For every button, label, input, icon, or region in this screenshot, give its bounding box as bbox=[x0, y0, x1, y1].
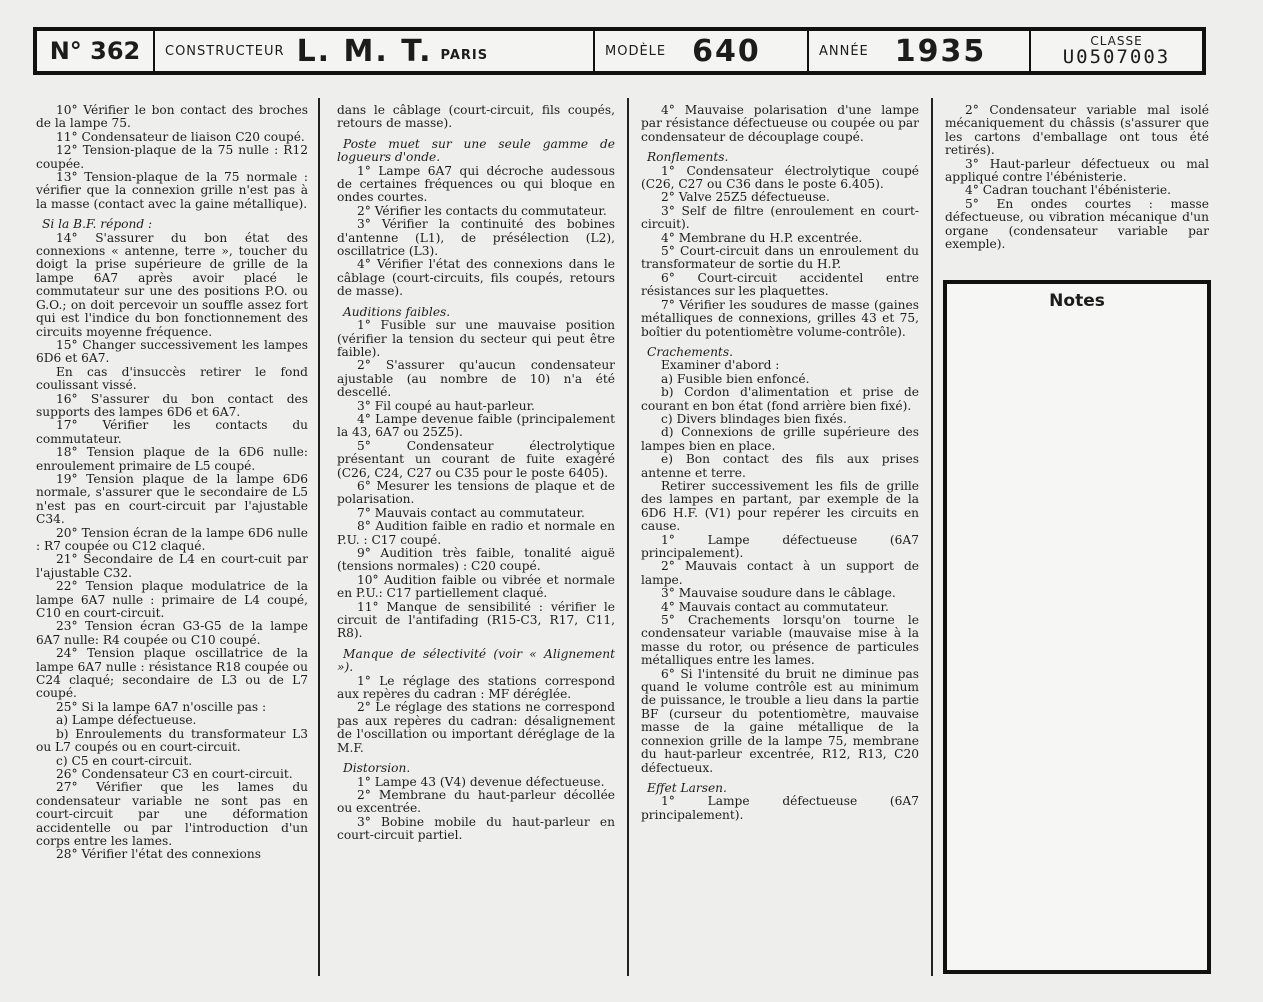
paragraph: 8° Audition faible en radio et normale en P.U. : C17 coupé. bbox=[337, 519, 615, 547]
paragraph: 1° Condensateur électrolytique coupé (C26, C27 ou C36 dans le poste 6.405). bbox=[641, 163, 919, 192]
paragraph: 1° Lampe défectueuse (6A7 principalement). bbox=[641, 532, 919, 560]
paragraph: 24° Tension plaque oscillatrice de la lampe 6A7 nulle : résistance R18 coupée ou C24 claqué; secondaire de L3 ou de L7 coupé. bbox=[36, 646, 308, 701]
section-heading: Poste muet sur une seule gamme de logueurs d'onde. bbox=[337, 136, 615, 165]
paragraph: 2° Mauvais contact à un support de lampe. bbox=[641, 559, 919, 587]
paragraph: 14° S'assurer du bon état des connexions « antenne, terre », toucher du doigt la prise supérieure de grille de la lampe 6A7 après avoir placé le commutateur sur une des positions P.O. ou G.O.; on doit percevoir un souffle assez fort qui est l'indice du bon fonctionnement des circuits moyenne fréquence. bbox=[36, 230, 308, 339]
paragraph: e) Bon contact des fils aux prises antenne et terre. bbox=[641, 452, 919, 480]
paragraph: 4° Lampe devenue faible (principalement la 43, 6A7 ou 25Z5). bbox=[337, 411, 615, 440]
paragraph: 5° Condensateur électrolytique présentant un courant de fuite exagéré (C26, C24, C27 ou C35 pour le poste 6405). bbox=[337, 438, 615, 480]
paragraph: 19° Tension plaque de la lampe 6D6 normale, s'assurer que le secondaire de L5 n'est pas en court-circuit par l'ajustable C34. bbox=[36, 471, 308, 527]
section-heading: Si la B.F. répond : bbox=[42, 217, 153, 232]
paragraph: 2° Valve 25Z5 défectueuse. bbox=[661, 190, 830, 205]
paragraph: 12° Tension-plaque de la 75 nulle : R12 coupée. bbox=[36, 143, 308, 171]
notes-box bbox=[943, 280, 1211, 974]
sheet-number-cell bbox=[37, 31, 155, 71]
constructor-name: L. M. T. bbox=[296, 33, 433, 69]
paragraph: c) C5 en court-circuit. bbox=[56, 753, 193, 768]
paragraph: a) Fusible bien enfoncé. bbox=[661, 371, 810, 386]
section-heading: Effet Larsen. bbox=[647, 780, 727, 795]
section-heading: Distorsion. bbox=[343, 761, 411, 776]
paragraph: 2° Condensateur variable mal isolé mécaniquement du châssis (s'assurer que les cartons d'emballage ont tous été retirés). bbox=[945, 103, 1209, 158]
paragraph: 18° Tension plaque de la 6D6 nulle: enroulement primaire de L5 coupé. bbox=[36, 445, 308, 473]
paragraph: 1° Le réglage des stations correspond aux repères du cadran : MF déréglée. bbox=[337, 673, 615, 702]
year-label: ANNÉE bbox=[819, 43, 869, 59]
model-value: 640 bbox=[692, 33, 761, 69]
sheet-number: N° 362 bbox=[49, 37, 141, 65]
section-heading: Ronflements. bbox=[647, 150, 729, 165]
year-cell bbox=[809, 31, 1031, 71]
paragraph: a) Lampe défectueuse. bbox=[56, 713, 197, 728]
text-column-2 bbox=[337, 104, 615, 843]
paragraph: 7° Mauvais contact au commutateur. bbox=[357, 505, 585, 520]
paragraph: 3° Vérifier la continuité des bobines d'antenne (L1), de présélection (L2), oscillatrice (L3). bbox=[337, 217, 615, 259]
paragraph: 3° Fil coupé au haut-parleur. bbox=[357, 398, 535, 413]
paragraph: En cas d'insuccès retirer le fond coulissant vissé. bbox=[36, 364, 308, 393]
paragraph: 1° Fusible sur une mauvaise position (vérifier la tension du secteur qui peut être faible). bbox=[337, 318, 615, 359]
paragraph: 25° Si la lampe 6A7 n'oscille pas : bbox=[56, 699, 267, 714]
paragraph: 4° Mauvais contact au commutateur. bbox=[661, 599, 889, 614]
constructor-label: CONSTRUCTEUR bbox=[165, 43, 285, 59]
column-divider bbox=[627, 98, 629, 976]
paragraph: 11° Condensateur de liaison C20 coupé. bbox=[56, 129, 305, 144]
paragraph: 6° Court-circuit accidentel entre résistances sur les plaquettes. bbox=[641, 270, 919, 299]
paragraph: 4° Vérifier l'état des connexions dans le câblage (court-circuits, fils coupés, retours de masse). bbox=[337, 257, 615, 299]
paragraph: 10° Audition faible ou vibrée et normale en P.U.: C17 partiellement claqué. bbox=[337, 572, 615, 601]
paragraph: 3° Haut-parleur défectueux ou mal appliqué contre l'ébénisterie. bbox=[945, 156, 1209, 185]
paragraph: 6° Mesurer les tensions de plaque et de polarisation. bbox=[337, 478, 615, 507]
paragraph: 5° Crachements lorsqu'on tourne le condensateur variable (mauvaise mise à la masse du rotor, ou présence de particules métalliques entre les lames. bbox=[641, 613, 919, 668]
paragraph: 26° Condensateur C3 en court-circuit. bbox=[56, 766, 293, 781]
section-heading: Auditions faibles. bbox=[343, 304, 451, 319]
paragraph: 4° Membrane du H.P. excentrée. bbox=[661, 230, 863, 245]
paragraph: 3° Mauvaise soudure dans le câblage. bbox=[661, 586, 896, 601]
paragraph: 6° Si l'intensité du bruit ne diminue pas quand le volume contrôle est au minimum de puissance, le trouble a lieu dans la partie BF (curseur du potentiomètre, mauvaise masse de la gaine métallique de la connexion grille de la lampe 75, membrane du haut-parleur excentrée, R12, R13, C20 défectueux. bbox=[641, 666, 919, 775]
paragraph: Examiner d'abord : bbox=[661, 358, 780, 373]
constructor-city: PARIS bbox=[440, 48, 489, 63]
paragraph: 22° Tension plaque modulatrice de la lampe 6A7 nulle : primaire de L4 coupé, C10 en court-circuit. bbox=[36, 579, 308, 621]
paragraph: 2° S'assurer qu'aucun condensateur ajustable (au nombre de 10) n'a été descellé. bbox=[337, 358, 615, 400]
paragraph: 17° Vérifier les contacts du commutateur. bbox=[36, 418, 308, 446]
paragraph: 27° Vérifier que les lames du condensateur variable ne sont pas en court-circuit par une déformation accidentelle ou par l'introduction d'un corps entre les lames. bbox=[36, 780, 308, 848]
paragraph: 2° Vérifier les contacts du commutateur. bbox=[357, 203, 607, 218]
paragraph: 9° Audition très faible, tonalité aiguë (tensions normales) : C20 coupé. bbox=[337, 546, 615, 574]
class-label: CLASSE bbox=[1090, 34, 1143, 48]
paragraph: 28° Vérifier l'état des connexions bbox=[56, 847, 261, 862]
section-heading: Crachements. bbox=[647, 344, 733, 359]
paragraph: 10° Vérifier le bon contact des broches de la lampe 75. bbox=[36, 103, 308, 131]
paragraph: 3° Bobine mobile du haut-parleur en court-circuit partiel. bbox=[337, 814, 615, 843]
paragraph: 4° Cadran touchant l'ébénisterie. bbox=[965, 183, 1171, 198]
paragraph: 1° Lampe défectueuse (6A7 principalement). bbox=[641, 794, 919, 822]
paragraph: d) Connexions de grille supérieure des lampes bien en place. bbox=[641, 425, 919, 453]
class-cell bbox=[1031, 31, 1202, 71]
class-code: U0507003 bbox=[1062, 46, 1171, 68]
model-label: MODÈLE bbox=[605, 43, 667, 59]
text-column-4 bbox=[945, 104, 1209, 251]
paragraph: 16° S'assurer du bon contact des supports des lampes 6D6 et 6A7. bbox=[36, 391, 308, 419]
paragraph: 1° Lampe 6A7 qui décroche audessous de certaines fréquences ou qui bloque en ondes courtes. bbox=[337, 163, 615, 205]
paragraph: 23° Tension écran G3-G5 de la lampe 6A7 nulle: R4 coupée ou C10 coupé. bbox=[36, 619, 308, 647]
paragraph: 15° Changer successivement les lampes 6D6 et 6A7. bbox=[36, 337, 308, 366]
paragraph: 4° Mauvaise polarisation d'une lampe par résistance défectueuse ou coupée ou par condensateur de découplage coupé. bbox=[641, 103, 919, 144]
header-banner bbox=[33, 27, 1206, 75]
paragraph: 3° Self de filtre (enroulement en court-circuit). bbox=[641, 203, 919, 232]
text-column-3 bbox=[641, 104, 919, 822]
paragraph: 21° Secondaire de L4 en court-cuit par l'ajustable C32. bbox=[36, 552, 308, 580]
notes-title: Notes bbox=[1049, 291, 1105, 311]
column-divider bbox=[931, 98, 933, 976]
paragraph: 2° Le réglage des stations ne correspond pas aux repères du cadran: désalignement de l'oscillation ou important déréglage de la M.F. bbox=[337, 700, 615, 755]
paragraph: 5° En ondes courtes : masse défectueuse, ou vibration mécanique d'un organe (condensateur variable par exemple). bbox=[945, 196, 1209, 252]
text-column-1 bbox=[36, 104, 308, 862]
paragraph: b) Cordon d'alimentation et prise de courant en bon état (fond arrière bien fixé). bbox=[641, 385, 919, 413]
paragraph: c) Divers blindages bien fixés. bbox=[661, 411, 847, 426]
paragraph: b) Enroulements du transformateur L3 ou L7 coupés ou en court-circuit. bbox=[36, 726, 308, 755]
column-divider bbox=[318, 98, 320, 976]
paragraph: 13° Tension-plaque de la 75 normale : vérifier que la connexion grille n'est pas à la masse (contact avec la gaine métallique). bbox=[36, 170, 308, 211]
model-cell bbox=[595, 31, 809, 71]
paragraph: Retirer successivement les fils de grille des lampes en partant, par exemple de la 6D6 H.F. (V1) pour repérer les circuits en cause. bbox=[641, 478, 919, 534]
paragraph: 11° Manque de sensibilité : vérifier le circuit de l'antifading (R15-C3, R17, C11, R8). bbox=[337, 599, 615, 641]
year-value: 1935 bbox=[894, 33, 987, 69]
paragraph: 5° Court-circuit dans un enroulement du transformateur de sortie du H.P. bbox=[641, 244, 919, 272]
paragraph: 20° Tension écran de la lampe 6D6 nulle : R7 coupée ou C12 claqué. bbox=[36, 525, 308, 553]
section-heading: Manque de sélectivité (voir « Alignement »). bbox=[337, 646, 615, 675]
paragraph: dans le câblage (court-circuit, fils coupés, retours de masse). bbox=[337, 103, 615, 131]
paragraph: 1° Lampe 43 (V4) devenue défectueuse. bbox=[357, 774, 605, 789]
paragraph: 2° Membrane du haut-parleur décollée ou excentrée. bbox=[337, 787, 615, 816]
paragraph: 7° Vérifier les soudures de masse (gaines métalliques de connexions, grilles 43 et 75, boîtier du potentiomètre volume-contrôle). bbox=[641, 297, 919, 339]
constructor-cell bbox=[155, 31, 595, 71]
